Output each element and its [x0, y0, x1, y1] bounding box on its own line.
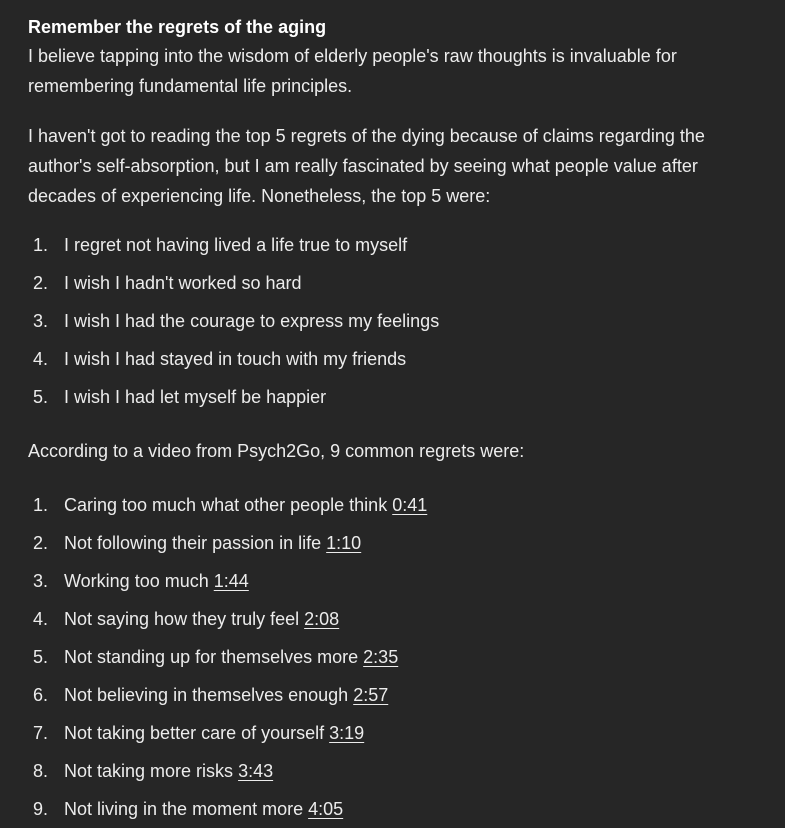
- timestamp-link[interactable]: 1:10: [326, 533, 362, 553]
- timestamp-link[interactable]: 3:43: [238, 761, 274, 781]
- list-item: [28, 340, 757, 378]
- list-item-text: I regret not having lived a life true to myself: [64, 235, 408, 255]
- list-number: 1.: [33, 495, 49, 515]
- list-number: 4.: [33, 609, 49, 629]
- post-title: Remember the regrets of the aging: [28, 17, 327, 37]
- list-number: 9.: [33, 799, 49, 819]
- list-number: 3.: [33, 311, 49, 331]
- list-item: [28, 600, 757, 638]
- timestamp-link[interactable]: 0:41: [392, 495, 428, 515]
- list-number: 1.: [33, 235, 49, 255]
- list-item-text: I wish I had stayed in touch with my friends: [64, 349, 407, 369]
- regrets-of-dying-list: [28, 226, 757, 416]
- list-item-text: I wish I hadn't worked so hard: [64, 273, 302, 293]
- list-item: [28, 676, 757, 714]
- list-item: [28, 638, 757, 676]
- list-number: 2.: [33, 273, 49, 293]
- list-item: [28, 378, 757, 416]
- list-number: 2.: [33, 533, 49, 553]
- list-number: 7.: [33, 723, 49, 743]
- list-item: [28, 226, 757, 264]
- psych2go-paragraph: According to a video from Psych2Go, 9 common regrets were:: [28, 441, 525, 461]
- list-number: 6.: [33, 685, 49, 705]
- list-item-text: Not living in the moment more: [64, 799, 304, 819]
- list-number: 8.: [33, 761, 49, 781]
- list-item: [28, 264, 757, 302]
- timestamp-link[interactable]: 1:44: [213, 571, 249, 591]
- list-item-text: Not following their passion in life: [64, 533, 322, 553]
- list-item-text: I wish I had let myself be happier: [64, 387, 327, 407]
- list-item-text: Not saying how they truly feel: [64, 609, 300, 629]
- timestamp-link[interactable]: 3:19: [329, 723, 365, 743]
- list-item: [28, 790, 757, 828]
- timestamp-link[interactable]: 4:05: [308, 799, 344, 819]
- list-item-text: Not believing in themselves enough: [64, 685, 349, 705]
- list-item: [28, 714, 757, 752]
- list-number: 5.: [33, 387, 49, 407]
- intro-paragraph: I believe tapping into the wisdom of elderly people's raw thoughts is invaluable for remembering fundamental life principles.: [28, 46, 677, 96]
- list-number: 5.: [33, 647, 49, 667]
- list-number: 4.: [33, 349, 49, 369]
- common-regrets-list: [28, 486, 757, 828]
- list-item: [28, 562, 757, 600]
- list-number: 3.: [33, 571, 49, 591]
- list-item-text: Not taking more risks: [64, 761, 234, 781]
- list-item: [28, 524, 757, 562]
- list-item: [28, 302, 757, 340]
- list-item-text: Working too much: [64, 571, 209, 591]
- list-item-text: I wish I had the courage to express my feelings: [64, 311, 440, 331]
- timestamp-link[interactable]: 2:35: [363, 647, 399, 667]
- list-item-text: Not taking better care of yourself: [64, 723, 325, 743]
- list-item: [28, 752, 757, 790]
- timestamp-link[interactable]: 2:57: [353, 685, 389, 705]
- list-item: [28, 486, 757, 524]
- timestamp-link[interactable]: 2:08: [304, 609, 340, 629]
- top-five-paragraph: I haven't got to reading the top 5 regrets of the dying because of claims regarding the author's self-absorption, but I am really fascinated by seeing what people value after decades of experiencing life. Nonetheless, the top 5 were:: [28, 126, 705, 206]
- list-item-text: Caring too much what other people think: [64, 495, 388, 515]
- list-item-text: Not standing up for themselves more: [64, 647, 359, 667]
